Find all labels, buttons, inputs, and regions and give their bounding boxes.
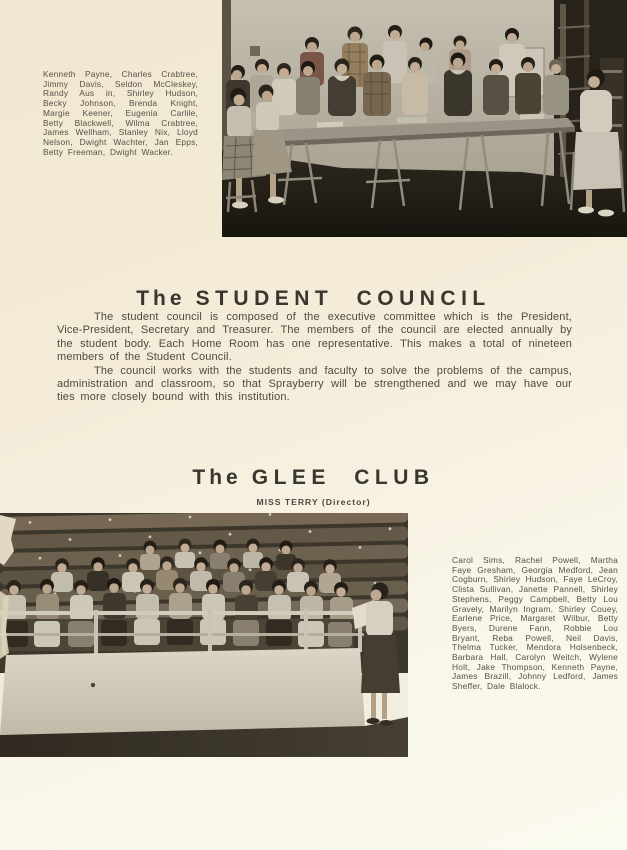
heading-prefix: The (136, 287, 186, 310)
student-council-heading (0, 276, 627, 313)
heading-main: STUDENT COUNCIL (195, 287, 491, 310)
student-council-text (57, 311, 572, 405)
glee-club-photo (0, 513, 408, 757)
student-council-photo (222, 0, 627, 237)
heading-prefix: The (192, 466, 242, 489)
paragraph-1: The student council is composed of the executive committee which is the President, Vice-President, Secretary and Treasurer. The members of the council are elected annually by the student body. Each Home Room has one representative. This makes a total of nineteen members of the Student Council. (57, 311, 572, 364)
student-council-caption: Kenneth Payne, Charles Crabtree, Jimmy Davis, Seldon McCleskey, Randy Aus in, Shirley Hudson, Becky Johnson, Brenda Knight, Margie Keener, Eugenia Carlile, Betty Blackwell, Wilma Crabtree, James Wellham, Stanley Nix, Lloyd Nelson, Dwight Wachter, Jan Epps, Betty Freeman, Dwight Wacker. (43, 69, 198, 157)
glee-club-director: MISS TERRY (Director) (256, 497, 371, 507)
glee-club-caption: Carol Sims, Rachel Powell, Martha Faye Gresham, Georgia Medford, Jean Cogburn, Shirley Hudson, Faye LeCroy, Clista Sullivan, Janette Pannell, Shirley Stephens, Peggy Campbell, Betty Lou Gravely, Marilyn Ingram, Shirley Couey, Earlene Price, Margaret Wilbur, Betty Byers, Durene Fann, Robbie Lou Bryant, Reba Powell, Neil Davis, Thelma Tucker, Mendora Holsenbeck, Barbara Hall, Carolyn Weitch, Wylene Holt, Jake Thompson, Kenneth Payne, James Brazill, Johnny Ledford, James Sheffer, Dale Blalock. (452, 555, 618, 692)
heading-main: GLEE CLUB (251, 466, 435, 489)
glee-club-heading (0, 455, 627, 492)
paragraph-2: The council works with the students and faculty to solve the problems of the campus, administration and classroom, so that Sprayberry will be strengthened and we may have our ties more closely bound with this institution. (57, 364, 572, 404)
